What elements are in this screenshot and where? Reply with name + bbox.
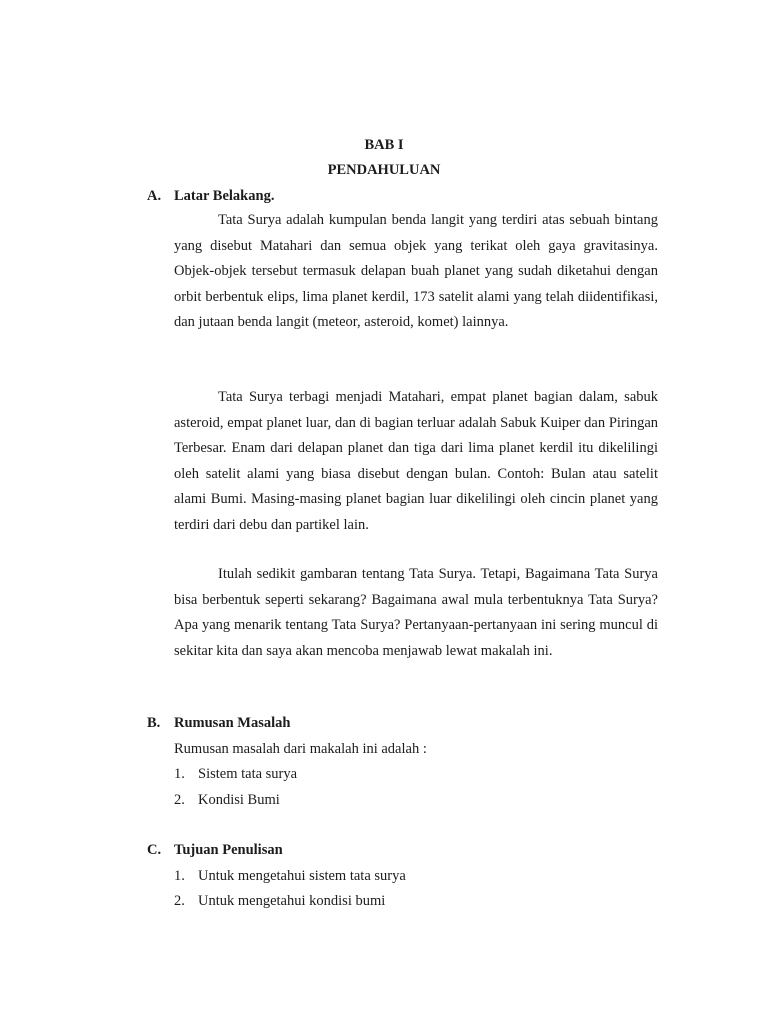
list-item: [174, 868, 406, 885]
list-item: [174, 766, 297, 783]
section-c-letter: C.: [147, 842, 162, 858]
section-b-title: Rumusan Masalah: [174, 715, 291, 731]
list-item: [174, 893, 385, 910]
list-item-number: 2.: [174, 792, 185, 808]
section-b-intro: Rumusan masalah dari makalah ini adalah :: [174, 741, 427, 757]
list-item-text: Sistem tata surya: [198, 766, 298, 782]
list-item-number: 1.: [174, 868, 185, 884]
list-item-text: Kondisi Bumi: [198, 792, 280, 808]
list-item-text: Untuk mengetahui kondisi bumi: [198, 893, 386, 909]
chapter-title: PENDAHULUAN: [327, 162, 441, 178]
section-c-title: Tujuan Penulisan: [174, 842, 283, 858]
section-b-letter: B.: [147, 715, 161, 731]
section-a-letter: A.: [147, 188, 162, 204]
section-a-title: Latar Belakang.: [174, 188, 275, 204]
list-item-text: Untuk mengetahui sistem tata surya: [198, 868, 406, 884]
paragraph-2: Tata Surya terbagi menjadi Matahari, empat planet bagian dalam, sabuk asteroid, empat planet luar, dan di bagian terluar adalah Sabuk Kuiper dan Piringan Terbesar. Enam dari delapan planet dan tiga dari lima planet kerdil itu dikelilingi oleh satelit alami yang biasa disebut dengan bulan. Contoh: Bulan atau satelit alami Bumi. Masing-masing planet bagian luar dikelilingi oleh cincin planet yang terdiri dari debu dan partikel lain.: [174, 389, 658, 533]
list-item-number: 2.: [174, 893, 185, 909]
list-item: [174, 792, 280, 809]
list-item-number: 1.: [174, 766, 185, 782]
chapter-number: BAB I: [364, 137, 404, 153]
paragraph-3: Itulah sedikit gambaran tentang Tata Surya. Tetapi, Bagaimana Tata Surya bisa berbentuk seperti sekarang? Bagaimana awal mula terbentuknya Tata Surya? Apa yang menarik tentang Tata Surya? Pertanyaan-pertanyaan ini sering muncul di sekitar kita dan saya akan mencoba menjawab lewat makalah ini.: [174, 566, 658, 659]
paragraph-1: Tata Surya adalah kumpulan benda langit yang terdiri atas sebuah bintang yang disebut Matahari dan semua objek yang terikat oleh gaya gravitasinya. Objek-objek tersebut termasuk delapan buah planet yang sudah diketahui dengan orbit berbentuk elips, lima planet kerdil, 173 satelit alami yang telah diidentifikasi, dan jutaan benda langit (meteor, asteroid, komet) lainnya.: [174, 212, 658, 330]
